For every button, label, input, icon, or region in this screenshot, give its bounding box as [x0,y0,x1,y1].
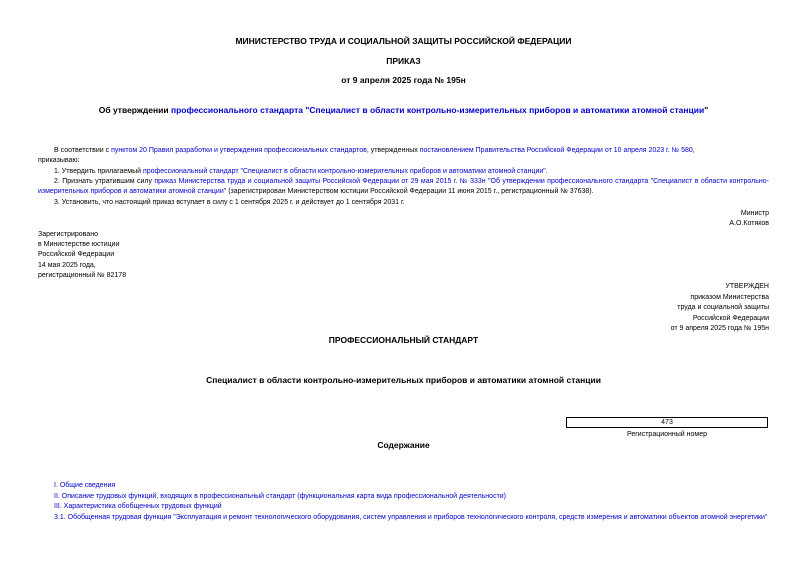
standard-link[interactable]: профессиональный стандарт "Специалист в области контрольно-измерительных приборов и автоматики атомной станции" [142,168,546,175]
approved-line-2: приказом Министерства [690,294,769,301]
title-link[interactable]: профессионального стандарта "Специалист в области контрольно-измерительных приборов и автоматики атомной станции [170,105,705,115]
document-date-number: от 9 апреля 2025 года № 195н [341,75,466,85]
item-text: . [545,168,548,175]
registration-line-3: Российской Федерации [38,251,115,258]
resolution-link[interactable]: постановлением Правительства Российской Федерации от 10 апреля 2023 г. № 580 [419,147,693,154]
item-3: 3. Установить, что настоящий приказ вступает в силу с 1 сентября 2025 г. и действует до 1 сентября 2031 г. [54,199,405,206]
document-title [0,105,807,115]
item-text: 2. Признать утратившим силу [54,178,155,185]
contents-heading: Содержание [377,440,430,450]
contents-item-4[interactable]: 3.1. Обобщенная трудовая функция "Эксплуатация и ремонт технологического оборудования, систем управления и приборов технологического контроля, средств измерения и автоматики объектов атомной энергетики" [54,514,768,521]
preamble-text: , утвержденных [366,147,420,154]
ministry-heading: МИНИСТЕРСТВО ТРУДА И СОЦИАЛЬНОЙ ЗАЩИТЫ РОССИЙСКОЙ ФЕДЕРАЦИИ [235,36,572,46]
title-prefix: Об утверждении [98,105,171,115]
preamble-text: , [692,147,695,154]
old-order-link[interactable]: приказ Министерства труда и социальной защиты Российской Федерации от 29 мая 2015 г. № 333н "Об утверждении профессионального стандарта "Специалист в области контрольно-измерительных приборов и автоматики атомной станции" [38,178,769,195]
item-text: (зарегистрирован Министерством юстиции Российской Федерации 11 июня 2015 г., регистрационный № 37638). [226,188,594,195]
approved-line-5: от 9 апреля 2025 года № 195н [670,325,769,332]
document-type: ПРИКАЗ [386,56,421,66]
standard-name: Специалист в области контрольно-измерительных приборов и автоматики атомной станции [206,375,601,385]
registration-number-box: 473 [566,417,768,428]
item-1 [38,167,769,177]
contents-item-2[interactable]: II. Описание трудовых функций, входящих в профессиональный стандарт (функциональная карта вида профессиональной деятельности) [54,493,507,500]
order-phrase: приказываю: [38,157,80,164]
title-suffix: " [704,105,709,115]
registration-line-5: регистрационный № 82178 [38,272,127,279]
approved-line-3: труда и социальной защиты [677,304,769,311]
signature-position: Министр [740,210,769,217]
rules-link[interactable]: пунктом 20 Правил разработки и утверждения профессиональных стандартов [111,147,367,154]
contents-item-3[interactable]: III. Характеристика обобщенных трудовых функций [54,503,222,510]
approved-line-1: УТВЕРЖДЕН [725,283,769,290]
approved-line-4: Российской Федерации [692,315,769,322]
registration-line-1: Зарегистрировано [38,231,98,238]
preamble-text: В соответствии с [54,147,112,154]
item-2 [38,177,769,197]
contents-item-1[interactable]: I. Общие сведения [54,482,116,489]
registration-line-4: 14 мая 2025 года, [38,262,96,269]
registration-number-label: Регистрационный номер [627,431,707,438]
registration-line-2: в Министерстве юстиции [38,241,120,248]
standard-heading: ПРОФЕССИОНАЛЬНЫЙ СТАНДАРТ [328,335,479,345]
preamble-paragraph [38,146,769,156]
signature-name: А.О.Котяков [729,220,769,227]
item-text: 1. Утвердить прилагаемый [54,168,143,175]
